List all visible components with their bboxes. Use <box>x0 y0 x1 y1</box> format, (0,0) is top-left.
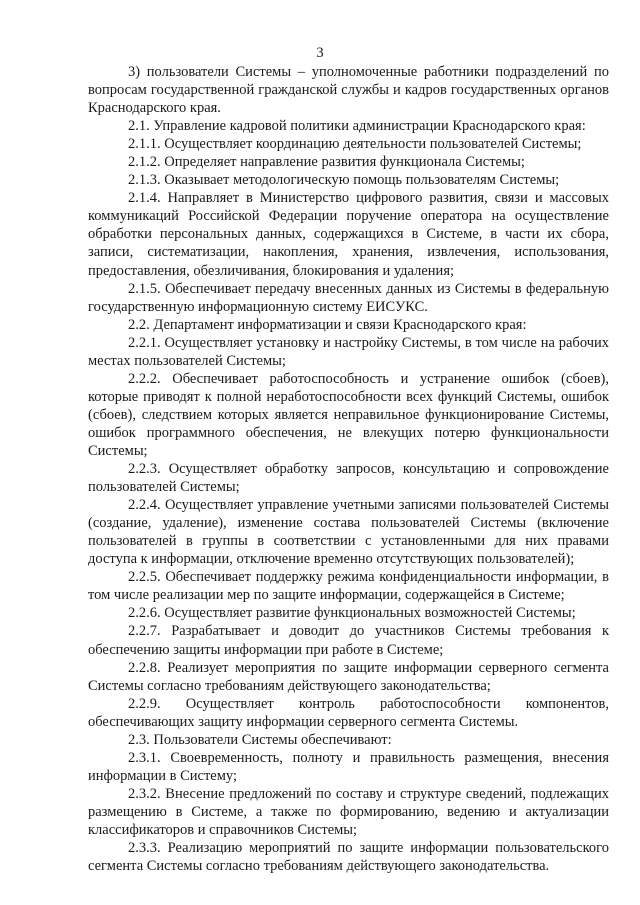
paragraph-2-1-5: 2.1.5. Обеспечивает передачу внесенных данных из Системы в федеральную государственную информационную систему ЕИСУКС. <box>88 280 609 315</box>
paragraph-2-1: 2.1. Управление кадровой политики администрации Краснодарского края: <box>128 118 586 135</box>
paragraph-2-2-5: 2.2.5. Обеспечивает поддержку режима конфиденциальности информации, в том числе реализации мер по защите информации, содержащейся в Системе; <box>88 569 609 604</box>
paragraph-2-1-1: 2.1.1. Осуществляет координацию деятельности пользователей Системы; <box>128 136 582 153</box>
paragraph-2-2-1: 2.2.1. Осуществляет установку и настройку Системы, в том числе на рабочих местах пользователей Системы; <box>88 334 609 369</box>
paragraph-2-2-4: 2.2.4. Осуществляет управление учетными записями пользователей Системы (создание, удаление), изменение состава пользователей Системы (включение пользователей в группы в соответствии с установленными для них правами доступа к информации, отключение временно отсутствующих пользователей); <box>88 497 609 568</box>
paragraph-2-1-3: 2.1.3. Оказывает методологическую помощь пользователям Системы; <box>128 172 560 189</box>
paragraph-2-2-7: 2.2.7. Разрабатывает и доводит до участников Системы требования к обеспечению защиты информации при работе в Системе; <box>88 623 609 658</box>
paragraph-2-3-1: 2.3.1. Своевременность, полноту и правильность размещения, внесения информации в Систему; <box>88 749 609 784</box>
paragraph-2-2-9: 2.2.9. Осуществляет контроль работоспособности компонентов, обеспечивающих защиту информации серверного сегмента Системы. <box>88 695 609 730</box>
page-number: 3 <box>316 45 324 61</box>
paragraph-users-definition: 3) пользователи Системы – уполномоченные работники подразделений по вопросам государственной гражданской службы и кадров государственных органов Краснодарского края. <box>88 64 609 117</box>
paragraph-2-2-6: 2.2.6. Осуществляет развитие функциональных возможностей Системы; <box>128 605 576 622</box>
paragraph-2-2: 2.2. Департамент информатизации и связи Краснодарского края: <box>128 316 527 333</box>
paragraph-2-3-2: 2.3.2. Внесение предложений по составу и структуре сведений, подлежащих размещению в Системе, а также по формированию, ведению и актуализации классификаторов и справочников Системы; <box>88 785 609 838</box>
paragraph-2-3: 2.3. Пользователи Системы обеспечивают: <box>128 731 392 748</box>
document-body <box>88 63 609 875</box>
paragraph-2-2-2: 2.2.2. Обеспечивает работоспособность и устранение ошибок (сбоев), которые приводят к полной неработоспособности всех функций Системы, ошибок (сбоев), следствием которых является неправильное функционирование Системы, ошибок программного обеспечения, не влекущих потерю функциональности Системы; <box>88 370 609 459</box>
paragraph-2-2-3: 2.2.3. Осуществляет обработку запросов, консультацию и сопровождение пользователей Системы; <box>88 461 609 496</box>
paragraph-2-3-3: 2.3.3. Реализацию мероприятий по защите информации пользовательского сегмента Системы согласно требованиям действующего законодательства. <box>88 840 609 875</box>
paragraph-2-2-8: 2.2.8. Реализует мероприятия по защите информации серверного сегмента Системы согласно требованиям действующего законодательства; <box>88 659 609 694</box>
paragraph-2-1-2: 2.1.2. Определяет направление развития функционала Системы; <box>128 154 525 171</box>
paragraph-2-1-4: 2.1.4. Направляет в Министерство цифрового развития, связи и массовых коммуникаций Российской Федерации поручение оператора на осуществление обработки персональных данных, содержащихся в Системе, в части их сбора, записи, систематизации, накопления, хранения, извлечения, использования, предоставления, обезличивания, блокирования и удаления; <box>88 190 609 279</box>
